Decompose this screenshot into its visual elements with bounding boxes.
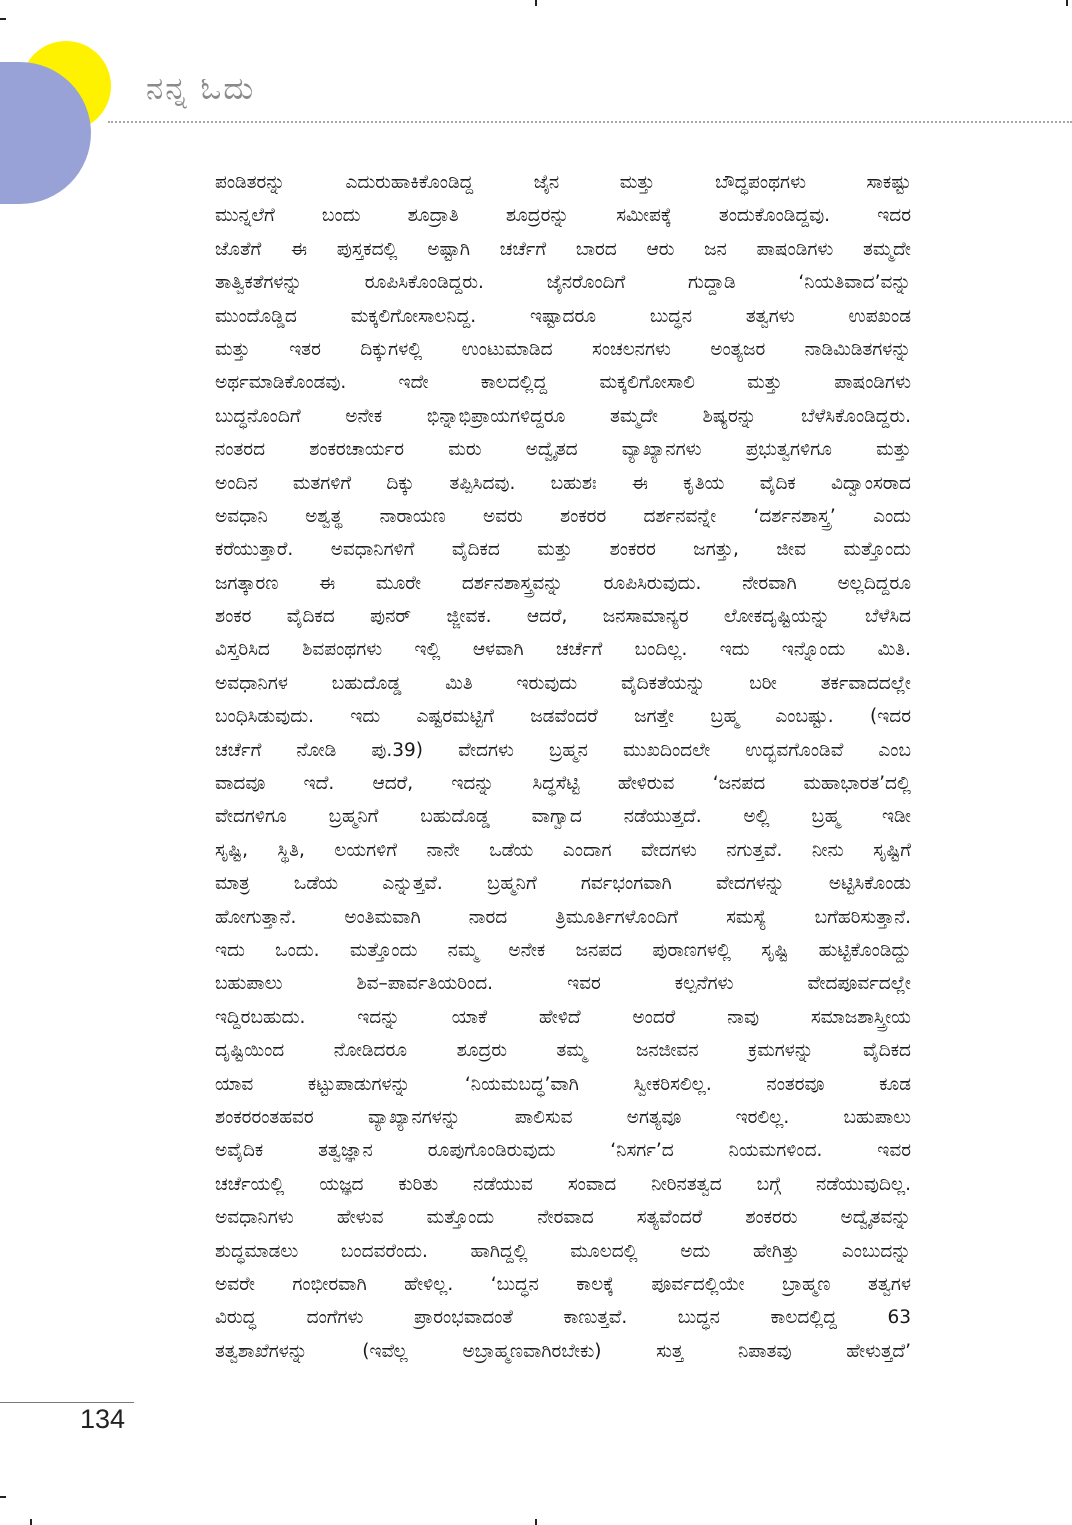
crop-mark-bottom-left bbox=[0, 1496, 6, 1498]
body-line: ಬಹುಪಾಲು ಶಿವ–ಪಾರ್ವತಿಯರಿಂದ. ಇವರ ಕಲ್ಪನೆಗಳು ವೇದಪೂರ್ವದಲ್ಲೇ bbox=[215, 973, 911, 995]
body-line: ದೃಷ್ಟಿಯಿಂದ ನೋಡಿದರೂ ಶೂದ್ರರು ತಮ್ಮ ಜನಜೀವನ ಕ್ರಮಗಳನ್ನು ವೈದಿಕದ bbox=[215, 1040, 911, 1062]
crop-mark-top-right bbox=[1066, 0, 1068, 6]
body-line: ತಾತ್ವಿಕತೆಗಳನ್ನು ರೂಪಿಸಿಕೊಂಡಿದ್ದರು. ಜೈನರೊಂದಿಗೆ ಗುದ್ದಾಡಿ ‘ನಿಯತಿವಾದ’ವನ್ನು bbox=[215, 272, 911, 294]
body-line: ಅವಧಾನಿಗಳು ಹೇಳುವ ಮತ್ತೊಂದು ನೇರವಾದ ಸತ್ಯವೆಂದರೆ ಶಂಕರರು ಅದ್ವೈತವನ್ನು bbox=[215, 1207, 911, 1229]
body-line: ಶುದ್ಧಮಾಡಲು ಬಂದವರೆಂದು. ಹಾಗಿದ್ದಲ್ಲಿ ಮೂಲದಲ್ಲಿ ಅದು ಹೇಗಿತ್ತು ಎಂಬುದನ್ನು bbox=[215, 1240, 911, 1262]
body-line: ಚರ್ಚೆಗೆ ನೋಡಿ ಪು.39) ವೇದಗಳು ಬ್ರಹ್ಮನ ಮುಖದಿಂದಲೇ ಉದ್ಭವಗೊಂಡಿವೆ ಎಂಬ bbox=[215, 739, 911, 761]
body-line: ಮಾತ್ರ ಒಡೆಯ ಎನ್ನುತ್ತವೆ. ಬ್ರಹ್ಮನಿಗೆ ಗರ್ವಭಂಗವಾಗಿ ವೇದಗಳನ್ನು ಅಟ್ಟಿಸಿಕೊಂಡು bbox=[215, 873, 911, 895]
body-line: ಅವರೇ ಗಂಭೀರವಾಗಿ ಹೇಳಿಲ್ಲ. ‘ಬುದ್ಧನ ಕಾಲಕ್ಕೆ ಪೂರ್ವದಲ್ಲಿಯೇ ಬ್ರಾಹ್ಮಣ ತತ್ವಗಳ bbox=[215, 1273, 911, 1295]
header-decoration bbox=[0, 0, 140, 220]
body-line: ಬಂಧಿಸಿಡುವುದು. ಇದು ಎಷ್ಟರಮಟ್ಟಿಗೆ ಜಡವೆಂದರೆ ಜಗತ್ತೇ ಬ್ರಹ್ಮ ಎಂಬಷ್ಟು. (ಇದರ bbox=[215, 706, 911, 728]
body-line: ಇದ್ದಿರಬಹುದು. ಇದನ್ನು ಯಾಕೆ ಹೇಳಿದೆ ಅಂದರೆ ನಾವು ಸಮಾಜಶಾಸ್ತ್ರೀಯ bbox=[215, 1006, 911, 1028]
body-line: ಪಂಡಿತರನ್ನು ಎದುರುಹಾಕಿಕೊಂಡಿದ್ದ ಜೈನ ಮತ್ತು ಬೌದ್ಧಪಂಥಗಳು ಸಾಕಷ್ಟು bbox=[215, 172, 911, 193]
body-line: ವೇದಗಳಿಗೂ ಬ್ರಹ್ಮನಿಗೆ ಬಹುದೊಡ್ಡ ವಾಗ್ವಾದ ನಡೆಯುತ್ತದೆ. ಅಲ್ಲಿ ಬ್ರಹ್ಮ ಇಡೀ bbox=[215, 806, 911, 828]
body-line: ಚರ್ಚೆಯಲ್ಲಿ ಯಜ್ಞದ ಕುರಿತು ನಡೆಯುವ ಸಂವಾದ ನೀರಿನತತ್ವದ ಬಗ್ಗೆ ನಡೆಯುವುದಿಲ್ಲ. bbox=[215, 1173, 911, 1195]
body-line: ಅವೈದಿಕ ತತ್ವಜ್ಞಾನ ರೂಪುಗೊಂಡಿರುವುದು ‘ನಿಸರ್ಗ’ದ ನಿಯಮಗಳಿಂದ. ಇವರ bbox=[215, 1140, 911, 1162]
crop-mark-bottom-left-vertical bbox=[30, 1519, 32, 1525]
body-line: ಬುದ್ಧನೊಂದಿಗೆ ಅನೇಕ ಭಿನ್ನಾಭಿಪ್ರಾಯಗಳಿದ್ದರೂ ತಮ್ಮದೇ ಶಿಷ್ಯರನ್ನು ಬೆಳೆಸಿಕೊಂಡಿದ್ದರು. bbox=[215, 405, 911, 427]
body-line: ಕರೆಯುತ್ತಾರೆ. ಅವಧಾನಿಗಳಿಗೆ ವೈದಿಕದ ಮತ್ತು ಶಂಕರರ ಜಗತ್ತು, ಜೀವ ಮತ್ತೊಂದು bbox=[215, 539, 911, 561]
body-line: ಶಂಕರ ವೈದಿಕದ ಪುನರ್ ಜ್ಜೀವಕ. ಆದರೆ, ಜನಸಾಮಾನ್ಯರ ಲೋಕದೃಷ್ಟಿಯನ್ನು ಬೆಳೆಸಿದ bbox=[215, 606, 911, 628]
body-line: ಶಂಕರರಂತಹವರ ವ್ಯಾಖ್ಯಾನಗಳನ್ನು ಪಾಲಿಸುವ ಅಗತ್ಯವೂ ಇರಲಿಲ್ಲ. ಬಹುಪಾಲು bbox=[215, 1106, 911, 1128]
body-line: ಅವಧಾನಿ ಅಶ್ವತ್ಥ ನಾರಾಯಣ ಅವರು ಶಂಕರರ ದರ್ಶನವನ್ನೇ ‘ದರ್ಶನಶಾಸ್ತ್ರ’ ಎಂದು bbox=[215, 505, 911, 527]
body-line: ಇದು ಒಂದು. ಮತ್ತೊಂದು ನಮ್ಮ ಅನೇಕ ಜನಪದ ಪುರಾಣಗಳಲ್ಲಿ ಸೃಷ್ಟಿ ಹುಟ್ಟಿಕೊಂಡಿದ್ದು bbox=[215, 939, 911, 961]
body-line: ವಿಸ್ತರಿಸಿದ ಶಿವಪಂಥಗಳು ಇಲ್ಲಿ ಆಳವಾಗಿ ಚರ್ಚೆಗೆ ಬಂದಿಲ್ಲ. ಇದು ಇನ್ನೊಂದು ಮಿತಿ. bbox=[215, 639, 911, 661]
body-line: ವಿರುದ್ಧ ದಂಗೆಗಳು ಪ್ರಾರಂಭವಾದಂತೆ ಕಾಣುತ್ತವೆ. ಬುದ್ಧನ ಕಾಲದಲ್ಲಿದ್ದ 63 bbox=[215, 1307, 911, 1329]
body-line: ಅವಧಾನಿಗಳ ಬಹುದೊಡ್ಡ ಮಿತಿ ಇರುವುದು ವೈದಿಕತೆಯನ್ನು ಬರೀ ತರ್ಕವಾದದಲ್ಲೇ bbox=[215, 672, 911, 694]
body-line: ಅಂದಿನ ಮತಗಳಿಗೆ ದಿಕ್ಕು ತಪ್ಪಿಸಿದವು. ಬಹುಶಃ ಈ ಕೃತಿಯ ವೈದಿಕ ವಿದ್ವಾಂಸರಾದ bbox=[215, 472, 911, 494]
body-text bbox=[215, 166, 911, 1368]
page-number: 134 bbox=[80, 1404, 126, 1434]
body-line: ಯಾವ ಕಟ್ಟುಪಾಡುಗಳನ್ನು ‘ನಿಯಮಬದ್ಧ’ವಾಗಿ ಸ್ವೀಕರಿಸಲಿಲ್ಲ. ನಂತರವೂ ಕೂಡ bbox=[215, 1073, 911, 1095]
crop-mark-bottom-center bbox=[535, 1519, 537, 1525]
header-dotted-rule bbox=[108, 121, 1072, 123]
crop-mark-top-center bbox=[535, 0, 537, 6]
body-line: ಮುಂದೊಡ್ಡಿದ ಮಕ್ಕಲಿಗೋಸಾಲನಿದ್ದ. ಇಷ್ಟಾದರೂ ಬುದ್ಧನ ತತ್ವಗಳು ಉಪಖಂಡ bbox=[215, 305, 911, 327]
body-line: ನಂತರದ ಶಂಕರಚಾರ್ಯರ ಮರು ಅದ್ವೈತದ ವ್ಯಾಖ್ಯಾನಗಳು ಪ್ರಭುತ್ವಗಳಿಗೂ ಮತ್ತು bbox=[215, 439, 911, 461]
body-line: ತತ್ವಶಾಖೆಗಳನ್ನು (ಇವೆಲ್ಲ ಅಬ್ರಾಹ್ಮಣವಾಗಿರಬೇಕು) ಸುತ್ತ ನಿಪಾತವು ಹೇಳುತ್ತದೆ’ bbox=[215, 1340, 911, 1362]
body-line: ಜಗತ್ಕಾರಣ ಈ ಮೂರೇ ದರ್ಶನಶಾಸ್ತ್ರವನ್ನು ರೂಪಿಸಿರುವುದು. ನೇರವಾಗಿ ಅಲ್ಲದಿದ್ದರೂ bbox=[215, 572, 911, 594]
running-header-title: ನನ್ನ ಓದು bbox=[146, 71, 256, 107]
body-line: ಅರ್ಥಮಾಡಿಕೊಂಡವು. ಇದೇ ಕಾಲದಲ್ಲಿದ್ದ ಮಕ್ಕಲಿಗೋಸಾಲಿ ಮತ್ತು ಪಾಷಂಡಿಗಳು bbox=[215, 372, 911, 394]
body-line: ಸೃಷ್ಟಿ, ಸ್ಥಿತಿ, ಲಯಗಳಿಗೆ ನಾನೇ ಒಡೆಯ ಎಂದಾಗ ವೇದಗಳು ನಗುತ್ತವೆ. ನೀನು ಸೃಷ್ಟಿಗೆ bbox=[215, 839, 911, 861]
body-line: ಮುನ್ನಲೆಗೆ ಬಂದು ಶೂದ್ರಾತಿ ಶೂದ್ರರನ್ನು ಸಮೀಪಕ್ಕೆ ತಂದುಕೊಂಡಿದ್ದವು. ಇದರ bbox=[215, 205, 911, 227]
body-line: ಮತ್ತು ಇತರ ದಿಕ್ಕುಗಳಲ್ಲಿ ಉಂಟುಮಾಡಿದ ಸಂಚಲನಗಳು ಅಂತ್ಯಜರ ನಾಡಿಮಿಡಿತಗಳನ್ನು bbox=[215, 338, 911, 360]
body-line: ಹೋಗುತ್ತಾನೆ. ಅಂತಿಮವಾಗಿ ನಾರದ ತ್ರಿಮೂರ್ತಿಗಳೊಂದಿಗೆ ಸಮಸ್ಯೆ ಬಗೆಹರಿಸುತ್ತಾನೆ. bbox=[215, 906, 911, 928]
body-line: ವಾದವೂ ಇದೆ. ಆದರೆ, ಇದನ್ನು ಸಿದ್ಧಸೆಟ್ಟಿ ಹೇಳಿರುವ ‘ಜನಪದ ಮಹಾಭಾರತ’ದಲ್ಲಿ bbox=[215, 773, 911, 795]
body-line: ಜೊತೆಗೆ ಈ ಪುಸ್ತಕದಲ್ಲಿ ಅಷ್ಟಾಗಿ ಚರ್ಚೆಗೆ ಬಾರದ ಆರು ಜನ ಪಾಷಂಡಿಗಳು ತಮ್ಮದೇ bbox=[215, 238, 911, 260]
